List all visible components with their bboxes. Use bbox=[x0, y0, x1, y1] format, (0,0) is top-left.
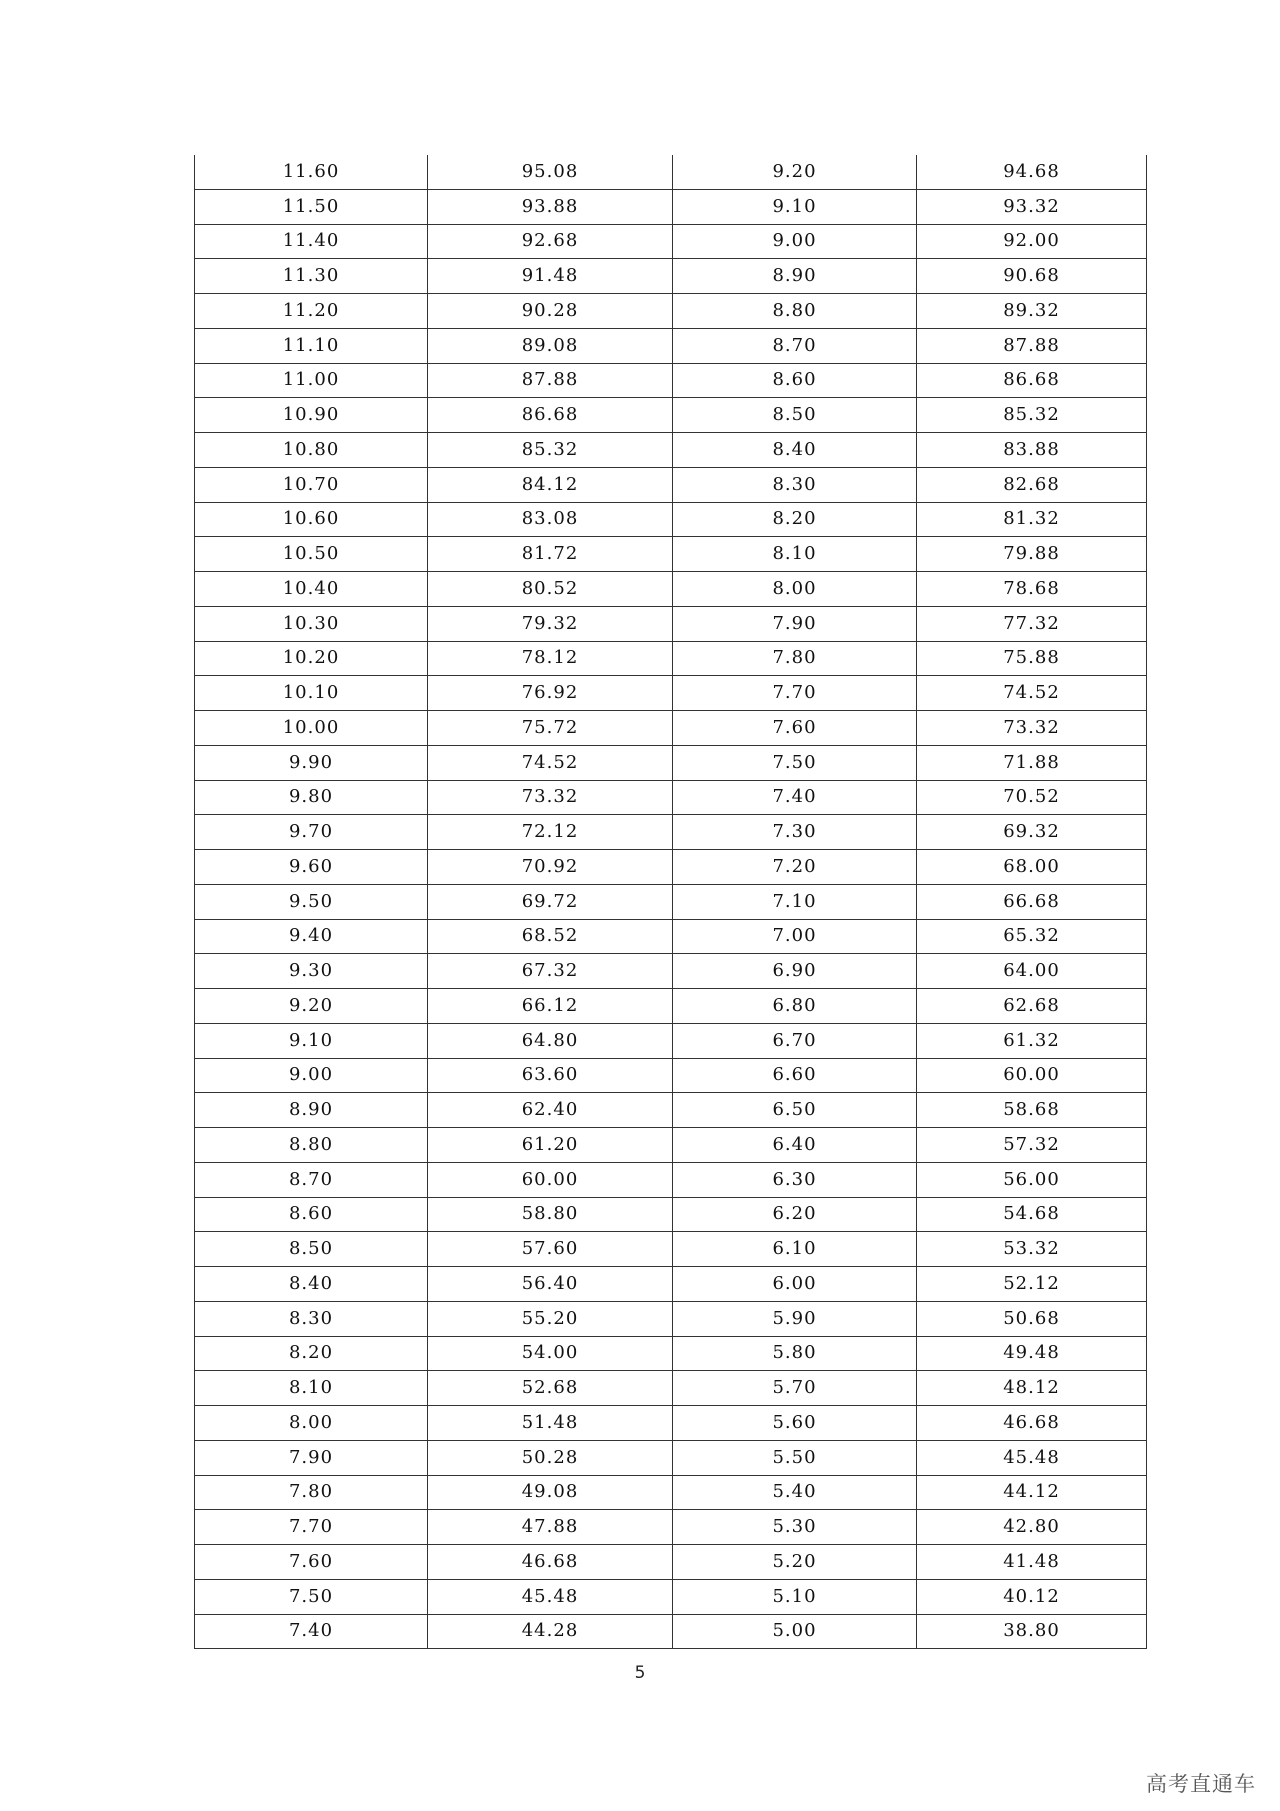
table-cell-col-2-score: 84.12 bbox=[428, 467, 673, 502]
table-cell-col-2-score: 90.28 bbox=[428, 294, 673, 329]
table-cell-col-4-score: 65.32 bbox=[917, 919, 1147, 954]
table-cell-col-1-value: 7.50 bbox=[195, 1579, 428, 1614]
table-cell-col-1-value: 7.40 bbox=[195, 1614, 428, 1649]
table-cell-col-3-value: 8.00 bbox=[673, 572, 917, 607]
table-cell-col-1-value: 7.60 bbox=[195, 1545, 428, 1580]
table-row bbox=[195, 989, 1147, 1024]
table-cell-col-1-value: 8.90 bbox=[195, 1093, 428, 1128]
table-cell-col-2-score: 69.72 bbox=[428, 884, 673, 919]
table-row bbox=[195, 1058, 1147, 1093]
table-cell-col-2-score: 50.28 bbox=[428, 1440, 673, 1475]
table-cell-col-2-score: 58.80 bbox=[428, 1197, 673, 1232]
table-cell-col-3-value: 8.10 bbox=[673, 537, 917, 572]
table-cell-col-4-score: 42.80 bbox=[917, 1510, 1147, 1545]
table-cell-col-2-score: 78.12 bbox=[428, 641, 673, 676]
table-cell-col-2-score: 63.60 bbox=[428, 1058, 673, 1093]
table-cell-col-1-value: 9.70 bbox=[195, 815, 428, 850]
table-cell-col-2-score: 46.68 bbox=[428, 1545, 673, 1580]
table-cell-col-2-score: 74.52 bbox=[428, 745, 673, 780]
table-cell-col-3-value: 7.50 bbox=[673, 745, 917, 780]
table-cell-col-4-score: 90.68 bbox=[917, 259, 1147, 294]
table-cell-col-1-value: 11.00 bbox=[195, 363, 428, 398]
table-cell-col-4-score: 70.52 bbox=[917, 780, 1147, 815]
table-cell-col-2-score: 45.48 bbox=[428, 1579, 673, 1614]
table-cell-col-1-value: 11.40 bbox=[195, 224, 428, 259]
table-cell-col-4-score: 82.68 bbox=[917, 467, 1147, 502]
table-cell-col-4-score: 69.32 bbox=[917, 815, 1147, 850]
table-cell-col-4-score: 57.32 bbox=[917, 1128, 1147, 1163]
table-cell-col-2-score: 68.52 bbox=[428, 919, 673, 954]
table-cell-col-4-score: 83.88 bbox=[917, 433, 1147, 468]
table-cell-col-3-value: 5.40 bbox=[673, 1475, 917, 1510]
table-cell-col-3-value: 8.60 bbox=[673, 363, 917, 398]
table-row bbox=[195, 1336, 1147, 1371]
table-cell-col-3-value: 5.20 bbox=[673, 1545, 917, 1580]
table-cell-col-2-score: 79.32 bbox=[428, 606, 673, 641]
table-row bbox=[195, 815, 1147, 850]
table-cell-col-1-value: 7.90 bbox=[195, 1440, 428, 1475]
table-cell-col-4-score: 94.68 bbox=[917, 155, 1147, 189]
table-cell-col-4-score: 53.32 bbox=[917, 1232, 1147, 1267]
table-cell-col-1-value: 9.30 bbox=[195, 954, 428, 989]
table-cell-col-4-score: 61.32 bbox=[917, 1023, 1147, 1058]
table-cell-col-1-value: 9.50 bbox=[195, 884, 428, 919]
table-cell-col-1-value: 8.00 bbox=[195, 1406, 428, 1441]
table-row bbox=[195, 1023, 1147, 1058]
table-cell-col-1-value: 11.60 bbox=[195, 155, 428, 189]
table-cell-col-1-value: 8.60 bbox=[195, 1197, 428, 1232]
table-cell-col-1-value: 10.50 bbox=[195, 537, 428, 572]
table-cell-col-4-score: 40.12 bbox=[917, 1579, 1147, 1614]
table-cell-col-1-value: 11.20 bbox=[195, 294, 428, 329]
table-row bbox=[195, 919, 1147, 954]
table-cell-col-1-value: 10.80 bbox=[195, 433, 428, 468]
table-row bbox=[195, 363, 1147, 398]
table-cell-col-4-score: 86.68 bbox=[917, 363, 1147, 398]
table-cell-col-2-score: 95.08 bbox=[428, 155, 673, 189]
table-cell-col-4-score: 50.68 bbox=[917, 1301, 1147, 1336]
score-conversion-table bbox=[194, 155, 1147, 1649]
table-cell-col-1-value: 10.90 bbox=[195, 398, 428, 433]
table-row bbox=[195, 1267, 1147, 1302]
table-row bbox=[195, 467, 1147, 502]
table-cell-col-3-value: 7.70 bbox=[673, 676, 917, 711]
table-cell-col-3-value: 5.60 bbox=[673, 1406, 917, 1441]
table-cell-col-4-score: 79.88 bbox=[917, 537, 1147, 572]
table-cell-col-2-score: 70.92 bbox=[428, 850, 673, 885]
table-cell-col-2-score: 81.72 bbox=[428, 537, 673, 572]
table-cell-col-3-value: 8.70 bbox=[673, 328, 917, 363]
table-cell-col-3-value: 8.20 bbox=[673, 502, 917, 537]
table-cell-col-3-value: 7.80 bbox=[673, 641, 917, 676]
table-body bbox=[195, 155, 1147, 1649]
table-row bbox=[195, 433, 1147, 468]
table-row bbox=[195, 606, 1147, 641]
table-cell-col-3-value: 6.10 bbox=[673, 1232, 917, 1267]
table-cell-col-1-value: 10.00 bbox=[195, 711, 428, 746]
table-cell-col-4-score: 87.88 bbox=[917, 328, 1147, 363]
table-cell-col-3-value: 5.70 bbox=[673, 1371, 917, 1406]
table-row bbox=[195, 1128, 1147, 1163]
table-row bbox=[195, 1545, 1147, 1580]
table-cell-col-2-score: 67.32 bbox=[428, 954, 673, 989]
table-cell-col-1-value: 11.50 bbox=[195, 189, 428, 224]
table-row bbox=[195, 259, 1147, 294]
table-row bbox=[195, 711, 1147, 746]
table-cell-col-2-score: 51.48 bbox=[428, 1406, 673, 1441]
table-cell-col-4-score: 60.00 bbox=[917, 1058, 1147, 1093]
table-cell-col-1-value: 8.50 bbox=[195, 1232, 428, 1267]
table-cell-col-2-score: 54.00 bbox=[428, 1336, 673, 1371]
table-cell-col-1-value: 9.00 bbox=[195, 1058, 428, 1093]
table-cell-col-2-score: 47.88 bbox=[428, 1510, 673, 1545]
table-cell-col-3-value: 6.90 bbox=[673, 954, 917, 989]
table-cell-col-3-value: 5.10 bbox=[673, 1579, 917, 1614]
table-cell-col-3-value: 7.60 bbox=[673, 711, 917, 746]
table-cell-col-2-score: 57.60 bbox=[428, 1232, 673, 1267]
table-cell-col-1-value: 10.30 bbox=[195, 606, 428, 641]
table-row bbox=[195, 1475, 1147, 1510]
table-cell-col-2-score: 89.08 bbox=[428, 328, 673, 363]
table-cell-col-2-score: 62.40 bbox=[428, 1093, 673, 1128]
table-cell-col-1-value: 9.60 bbox=[195, 850, 428, 885]
table-cell-col-3-value: 7.20 bbox=[673, 850, 917, 885]
table-row bbox=[195, 1301, 1147, 1336]
table-cell-col-3-value: 6.20 bbox=[673, 1197, 917, 1232]
table-cell-col-1-value: 7.80 bbox=[195, 1475, 428, 1510]
table-cell-col-4-score: 74.52 bbox=[917, 676, 1147, 711]
table-row bbox=[195, 1406, 1147, 1441]
table-cell-col-2-score: 64.80 bbox=[428, 1023, 673, 1058]
table-cell-col-2-score: 44.28 bbox=[428, 1614, 673, 1649]
table-row bbox=[195, 676, 1147, 711]
table-cell-col-1-value: 7.70 bbox=[195, 1510, 428, 1545]
table-row bbox=[195, 502, 1147, 537]
table-row bbox=[195, 1371, 1147, 1406]
table-cell-col-2-score: 75.72 bbox=[428, 711, 673, 746]
table-cell-col-3-value: 8.90 bbox=[673, 259, 917, 294]
table-cell-col-2-score: 72.12 bbox=[428, 815, 673, 850]
table-cell-col-1-value: 10.40 bbox=[195, 572, 428, 607]
table-cell-col-4-score: 45.48 bbox=[917, 1440, 1147, 1475]
table-cell-col-4-score: 85.32 bbox=[917, 398, 1147, 433]
table-cell-col-4-score: 44.12 bbox=[917, 1475, 1147, 1510]
table-cell-col-2-score: 91.48 bbox=[428, 259, 673, 294]
table-cell-col-1-value: 9.80 bbox=[195, 780, 428, 815]
table-cell-col-4-score: 75.88 bbox=[917, 641, 1147, 676]
table-cell-col-3-value: 6.40 bbox=[673, 1128, 917, 1163]
table-cell-col-3-value: 8.80 bbox=[673, 294, 917, 329]
table-cell-col-2-score: 52.68 bbox=[428, 1371, 673, 1406]
table-cell-col-3-value: 8.30 bbox=[673, 467, 917, 502]
table-cell-col-4-score: 81.32 bbox=[917, 502, 1147, 537]
table-row bbox=[195, 328, 1147, 363]
table-cell-col-3-value: 9.10 bbox=[673, 189, 917, 224]
table-cell-col-1-value: 9.90 bbox=[195, 745, 428, 780]
table-cell-col-3-value: 6.80 bbox=[673, 989, 917, 1024]
table-row bbox=[195, 850, 1147, 885]
table-cell-col-2-score: 86.68 bbox=[428, 398, 673, 433]
table-cell-col-1-value: 11.30 bbox=[195, 259, 428, 294]
table-cell-col-2-score: 49.08 bbox=[428, 1475, 673, 1510]
table-cell-col-3-value: 7.40 bbox=[673, 780, 917, 815]
table-cell-col-4-score: 89.32 bbox=[917, 294, 1147, 329]
table-cell-col-1-value: 9.20 bbox=[195, 989, 428, 1024]
table-cell-col-2-score: 60.00 bbox=[428, 1162, 673, 1197]
table-cell-col-3-value: 8.40 bbox=[673, 433, 917, 468]
watermark-logo-text: 高考直通车 bbox=[1146, 1772, 1256, 1796]
table-cell-col-2-score: 80.52 bbox=[428, 572, 673, 607]
table-cell-col-3-value: 7.30 bbox=[673, 815, 917, 850]
table-cell-col-4-score: 78.68 bbox=[917, 572, 1147, 607]
table-cell-col-1-value: 9.40 bbox=[195, 919, 428, 954]
table-cell-col-4-score: 38.80 bbox=[917, 1614, 1147, 1649]
table-cell-col-4-score: 58.68 bbox=[917, 1093, 1147, 1128]
table-cell-col-4-score: 46.68 bbox=[917, 1406, 1147, 1441]
table-cell-col-1-value: 9.10 bbox=[195, 1023, 428, 1058]
table-cell-col-4-score: 93.32 bbox=[917, 189, 1147, 224]
table-cell-col-1-value: 8.30 bbox=[195, 1301, 428, 1336]
table-cell-col-3-value: 8.50 bbox=[673, 398, 917, 433]
table-row bbox=[195, 155, 1147, 189]
table-cell-col-4-score: 62.68 bbox=[917, 989, 1147, 1024]
table-cell-col-3-value: 6.30 bbox=[673, 1162, 917, 1197]
table-row bbox=[195, 1614, 1147, 1649]
table-row bbox=[195, 745, 1147, 780]
table-row bbox=[195, 1232, 1147, 1267]
table-cell-col-4-score: 48.12 bbox=[917, 1371, 1147, 1406]
table-cell-col-4-score: 73.32 bbox=[917, 711, 1147, 746]
table-cell-col-4-score: 41.48 bbox=[917, 1545, 1147, 1580]
table-row bbox=[195, 294, 1147, 329]
table-cell-col-1-value: 10.70 bbox=[195, 467, 428, 502]
table-cell-col-2-score: 87.88 bbox=[428, 363, 673, 398]
table-cell-col-3-value: 7.10 bbox=[673, 884, 917, 919]
table-cell-col-1-value: 8.10 bbox=[195, 1371, 428, 1406]
page-number: 5 bbox=[634, 1663, 646, 1683]
table-cell-col-2-score: 93.88 bbox=[428, 189, 673, 224]
table-cell-col-3-value: 5.90 bbox=[673, 1301, 917, 1336]
table-row bbox=[195, 398, 1147, 433]
table-cell-col-4-score: 71.88 bbox=[917, 745, 1147, 780]
table-cell-col-1-value: 8.20 bbox=[195, 1336, 428, 1371]
table-cell-col-1-value: 8.40 bbox=[195, 1267, 428, 1302]
table-cell-col-2-score: 73.32 bbox=[428, 780, 673, 815]
table-cell-col-4-score: 77.32 bbox=[917, 606, 1147, 641]
table-cell-col-2-score: 83.08 bbox=[428, 502, 673, 537]
table-row bbox=[195, 1579, 1147, 1614]
table-cell-col-3-value: 5.30 bbox=[673, 1510, 917, 1545]
table-cell-col-2-score: 92.68 bbox=[428, 224, 673, 259]
table-cell-col-1-value: 8.80 bbox=[195, 1128, 428, 1163]
table-cell-col-4-score: 52.12 bbox=[917, 1267, 1147, 1302]
table-cell-col-2-score: 66.12 bbox=[428, 989, 673, 1024]
table-row bbox=[195, 1162, 1147, 1197]
table-cell-col-3-value: 5.00 bbox=[673, 1614, 917, 1649]
table-row bbox=[195, 572, 1147, 607]
table-cell-col-2-score: 85.32 bbox=[428, 433, 673, 468]
table-cell-col-1-value: 10.10 bbox=[195, 676, 428, 711]
table-cell-col-3-value: 6.50 bbox=[673, 1093, 917, 1128]
table-cell-col-1-value: 8.70 bbox=[195, 1162, 428, 1197]
table-row bbox=[195, 537, 1147, 572]
table-cell-col-3-value: 6.00 bbox=[673, 1267, 917, 1302]
table-cell-col-3-value: 9.20 bbox=[673, 155, 917, 189]
table-cell-col-2-score: 61.20 bbox=[428, 1128, 673, 1163]
table-row bbox=[195, 1510, 1147, 1545]
table-cell-col-1-value: 10.20 bbox=[195, 641, 428, 676]
table-cell-col-4-score: 54.68 bbox=[917, 1197, 1147, 1232]
table-cell-col-4-score: 56.00 bbox=[917, 1162, 1147, 1197]
table-cell-col-4-score: 92.00 bbox=[917, 224, 1147, 259]
table-row bbox=[195, 1440, 1147, 1475]
table-row bbox=[195, 780, 1147, 815]
table-cell-col-4-score: 49.48 bbox=[917, 1336, 1147, 1371]
table-cell-col-1-value: 10.60 bbox=[195, 502, 428, 537]
table-row bbox=[195, 189, 1147, 224]
table-cell-col-3-value: 9.00 bbox=[673, 224, 917, 259]
table-row bbox=[195, 641, 1147, 676]
table-cell-col-3-value: 7.00 bbox=[673, 919, 917, 954]
table-row bbox=[195, 224, 1147, 259]
table-cell-col-4-score: 66.68 bbox=[917, 884, 1147, 919]
table-cell-col-2-score: 76.92 bbox=[428, 676, 673, 711]
table-row bbox=[195, 1093, 1147, 1128]
table-cell-col-3-value: 6.70 bbox=[673, 1023, 917, 1058]
table-cell-col-2-score: 55.20 bbox=[428, 1301, 673, 1336]
table-cell-col-1-value: 11.10 bbox=[195, 328, 428, 363]
table-row bbox=[195, 954, 1147, 989]
table-cell-col-2-score: 56.40 bbox=[428, 1267, 673, 1302]
table-cell-col-3-value: 5.50 bbox=[673, 1440, 917, 1475]
table-cell-col-3-value: 5.80 bbox=[673, 1336, 917, 1371]
table-cell-col-3-value: 7.90 bbox=[673, 606, 917, 641]
table-cell-col-4-score: 64.00 bbox=[917, 954, 1147, 989]
table-row bbox=[195, 1197, 1147, 1232]
table-cell-col-3-value: 6.60 bbox=[673, 1058, 917, 1093]
table-row bbox=[195, 884, 1147, 919]
table-cell-col-4-score: 68.00 bbox=[917, 850, 1147, 885]
